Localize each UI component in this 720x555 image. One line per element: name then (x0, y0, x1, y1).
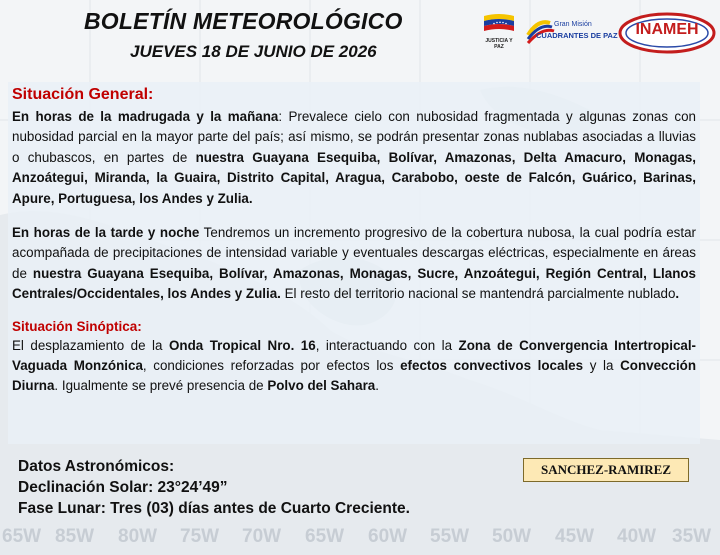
inameh-text: INAMEH (635, 21, 699, 38)
lon-label: 75W (180, 526, 220, 547)
bold-text-segment: Polvo del Sahara (267, 378, 376, 394)
bulletin-title: BOLETÍN METEOROLÓGICO (84, 8, 403, 34)
author-badge: SANCHEZ-RAMIREZ (523, 458, 689, 482)
bulletin-date: JUEVES 18 DE JUNIO DE 2026 (130, 42, 377, 61)
bold-text-segment: Zona de Convergencia Intertropical-Vaguada Monzónica (12, 337, 697, 374)
forecast-panel (8, 82, 700, 444)
cuadrantes-text: CUADRANTES DE PAZ (536, 31, 618, 40)
synoptic-paragraph (12, 336, 696, 397)
map-longitude-labels (0, 526, 720, 552)
lon-label: 80W (118, 526, 158, 547)
bold-text-segment: En horas de la tarde y noche (12, 225, 200, 241)
gran-mision-cuadrantes-logo (526, 13, 618, 53)
lon-label: 55W (430, 526, 470, 547)
lon-label: 40W (617, 526, 657, 547)
text-segment: . Igualmente se prevé presencia de (54, 378, 268, 394)
lon-label: 35W (672, 526, 712, 547)
lon-label: 65W (305, 526, 345, 547)
lon-label: 85W (55, 526, 95, 547)
justicia-y-paz-logo (480, 10, 518, 56)
bold-text-segment: nuestra Guayana Esequiba, Bolívar, Amazonas, Monagas, Sucre, Anzoátegui, Región Central, Llanos Centrales/Occidentales, los Andes y Zulia. (12, 265, 696, 302)
lon-label: 50W (492, 526, 532, 547)
logos (480, 8, 716, 58)
text-segment: . (375, 378, 379, 394)
lunar-phase: Fase Lunar: Tres (03) días antes de Cuarto Creciente. (18, 500, 410, 517)
text-segment: , condiciones reforzadas por efectos los (142, 358, 401, 374)
lon-label: 65W (2, 526, 42, 547)
astro-title: Datos Astronómicos: (18, 458, 175, 475)
lon-label: 60W (368, 526, 408, 547)
bold-text-segment: Onda Tropical Nro. 16 (168, 337, 316, 353)
header (0, 0, 720, 70)
text-segment: , interactuando con la (315, 337, 459, 353)
afternoon-forecast-paragraph (12, 223, 696, 305)
general-situation-heading: Situación General: (12, 86, 154, 103)
text-segment: Tendremos un incremento progresivo de la cobertura nubosa, la cual podría estar acompañada de precipitaciones de intensidad variable y eventuales descargas eléctricas, especialmente en áreas de (12, 225, 696, 281)
inameh-logo (618, 11, 716, 55)
text-segment: y la (583, 358, 621, 374)
synoptic-situation-heading: Situación Sinóptica: (12, 318, 142, 334)
lon-label: 70W (242, 526, 282, 547)
lon-label: 45W (555, 526, 595, 547)
text-segment: El resto del territorio nacional se mantendrá parcialmente nublado (280, 286, 676, 302)
text-segment: El desplazamiento de la (12, 337, 169, 353)
justicia-y-paz-text: JUSTICIA Y PAZ (485, 38, 513, 50)
astronomical-data (18, 456, 410, 519)
bold-text-segment: Convección Diurna (12, 358, 697, 394)
solar-declination: Declinación Solar: 23°24’49” (18, 479, 228, 496)
text-segment: : Prevalece cielo con nubosidad fragmentada y algunas zonas con nubosidad parcial en la mayor parte del país; así mismo, se podrán presentar zonas nublabas asociadas a lluvias o chubascos, en partes de (12, 109, 696, 165)
bold-text-segment: nuestra Guayana Esequiba, Bolívar, Amazonas, Delta Amacuro, Monagas, Anzoátegui, Miranda, la Guaira, Distrito Capital, Aragua, Carabobo, oeste de Falcón, Guárico, Barinas, Apure, Portuguesa, los Andes y Zulia. (12, 149, 696, 206)
bold-text-segment: efectos convectivos locales (400, 358, 584, 374)
bold-text-segment: En horas de la madrugada y la mañana (12, 109, 279, 124)
gran-mision-text: Gran Misión (554, 21, 592, 28)
bold-text-segment: . (675, 286, 680, 302)
morning-forecast-paragraph (12, 107, 696, 209)
